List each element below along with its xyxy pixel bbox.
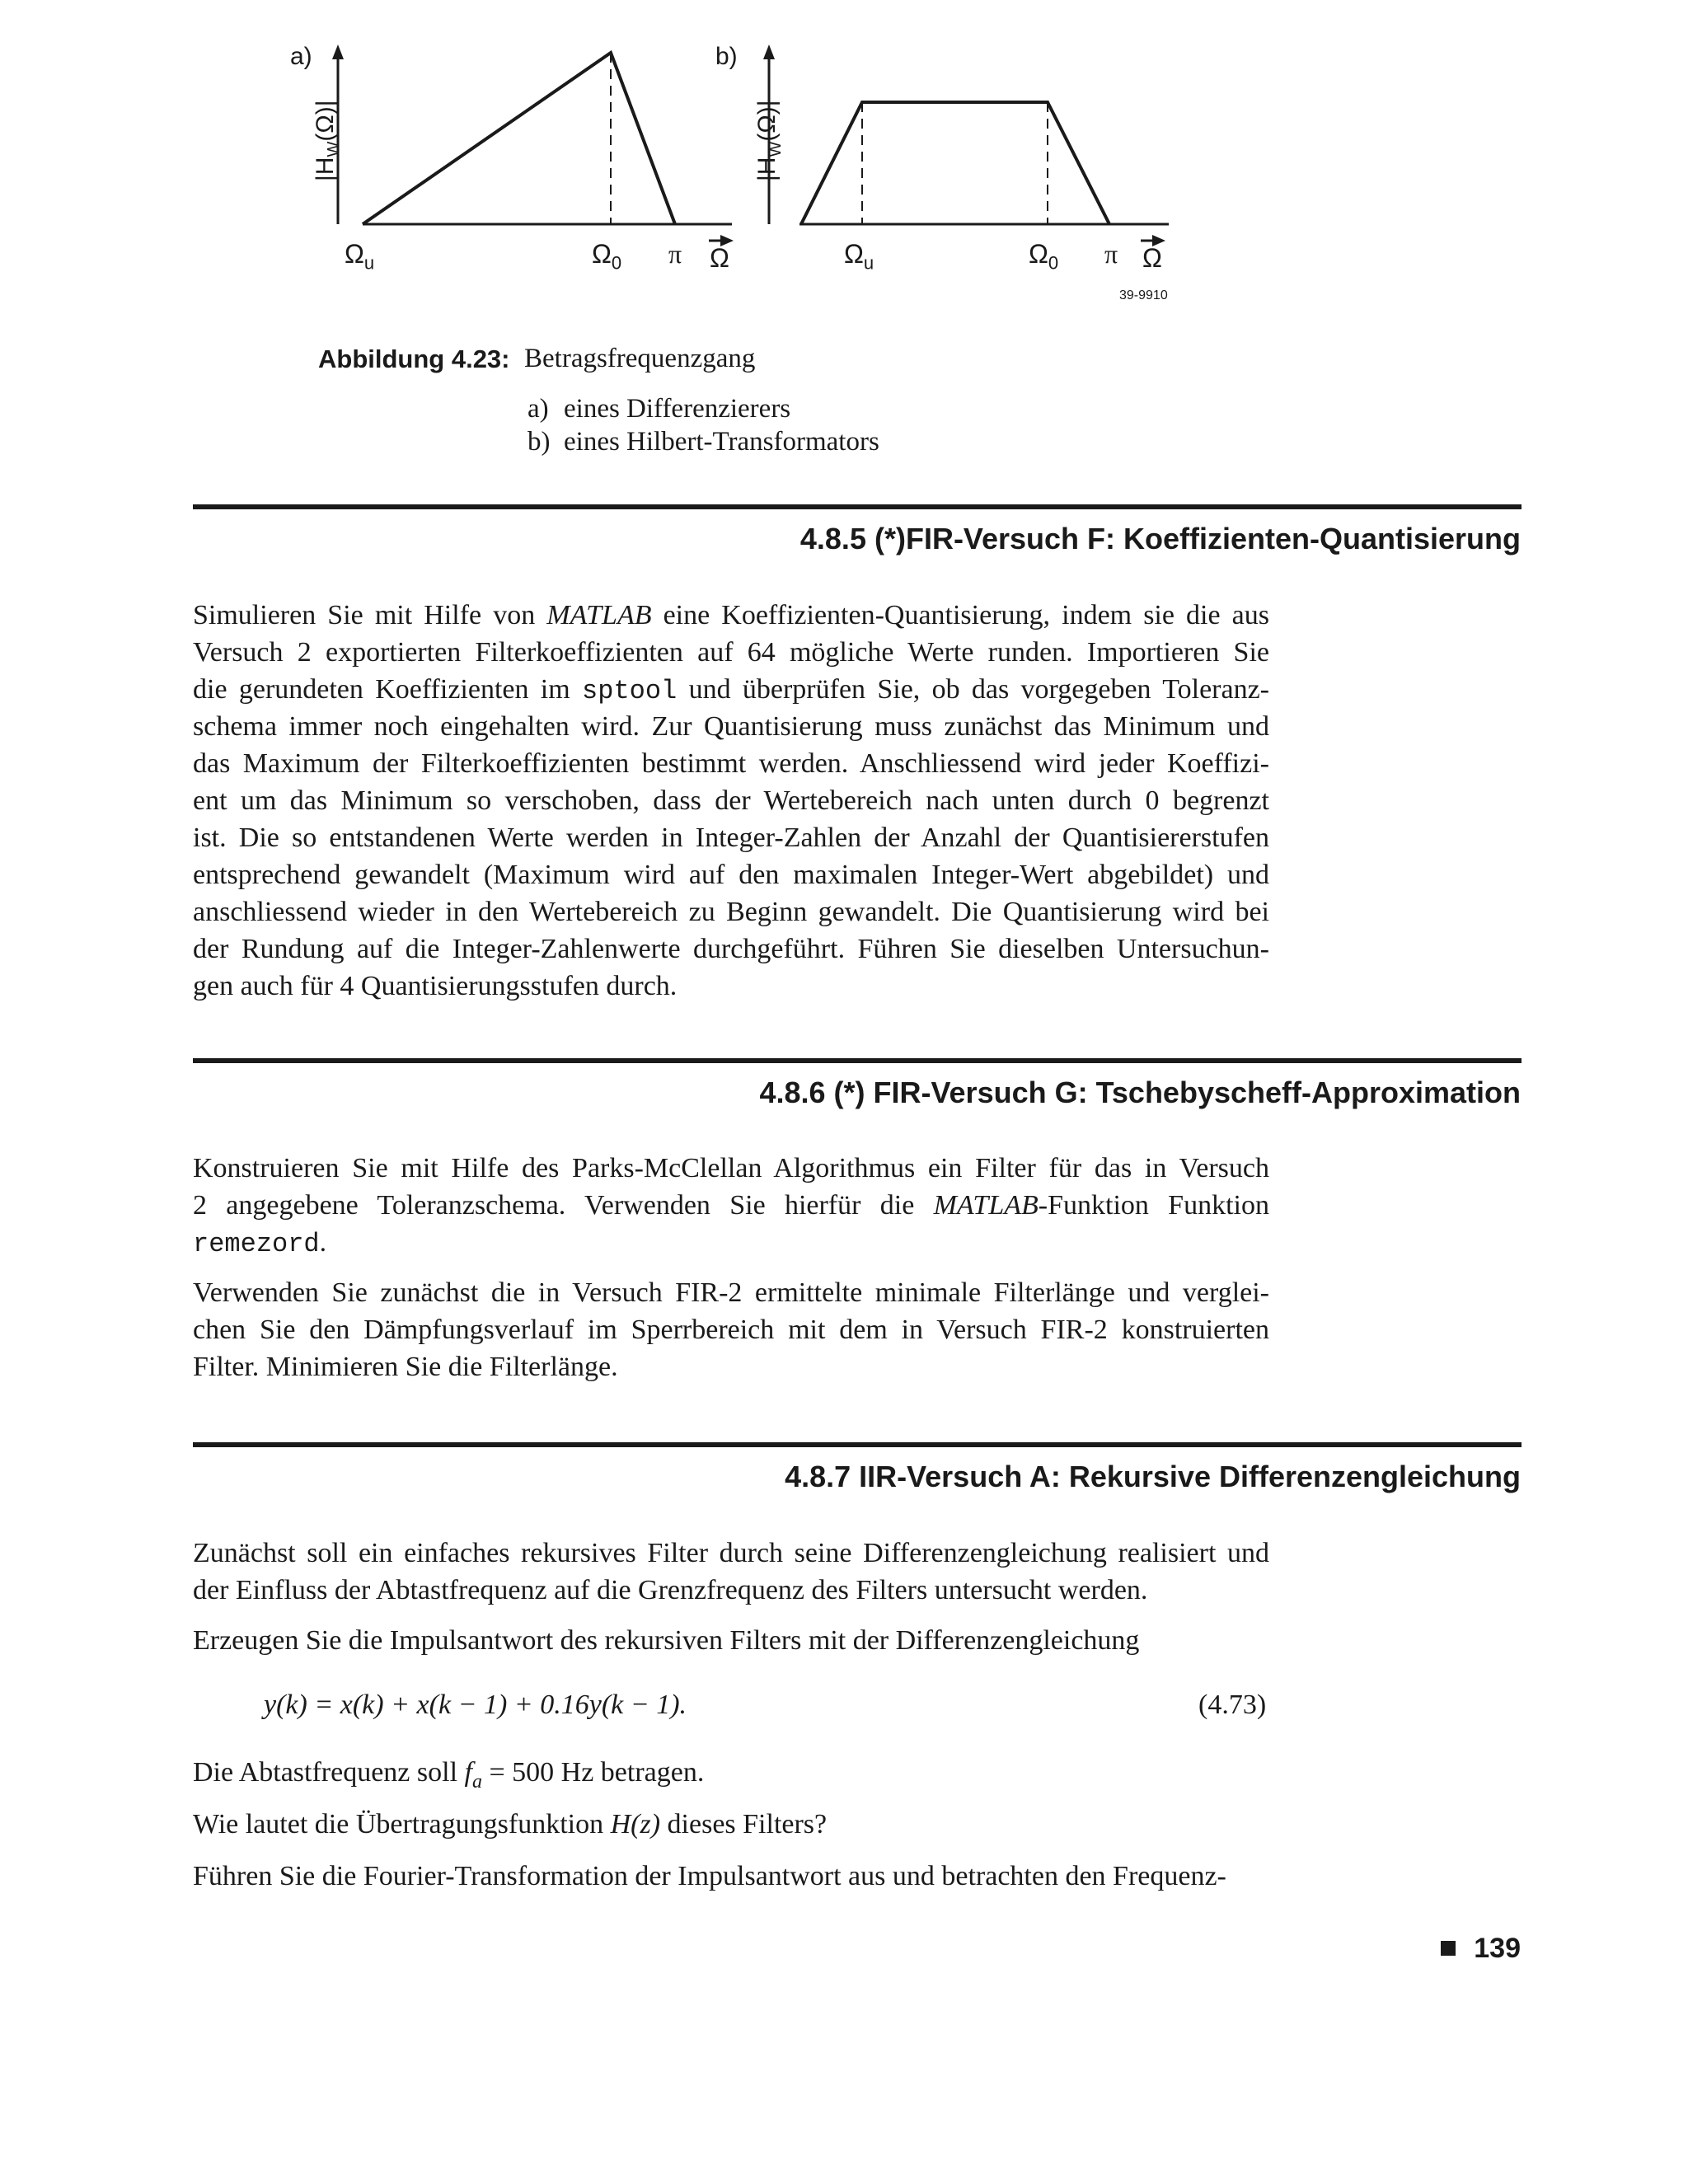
section-4-8-7-paragraph-3	[193, 1754, 1269, 1791]
panel-b-tick-omega-u: $\Omega_u$	[844, 239, 874, 274]
text-line: schema immer noch eingehalten wird. Zur Quantisierung muss zunächst das Minimum und	[193, 711, 1269, 742]
panel-a-ylabel: $|H_W(\Omega)|$	[312, 100, 343, 181]
section-heading-4-8-7: 4.8.7 IIR-Versuch A: Rekursive Differenzengleichung	[785, 1460, 1521, 1493]
panel-a-label: a)	[290, 43, 312, 70]
panel-b-response-curve	[801, 102, 1109, 224]
section-4-8-7-paragraph-1	[193, 1535, 1269, 1609]
panel-b-label: b)	[715, 43, 738, 70]
figure-caption-label: Abbildung 4.23:	[318, 344, 510, 373]
text-line: Versuch 2 exportierten Filterkoeffizienten auf 64 mögliche Werte runden. Importieren Sie	[193, 637, 1269, 668]
section-rule	[193, 504, 1522, 509]
panel-b-y-arrow	[763, 45, 775, 59]
section-4-8-7-paragraph-2	[193, 1622, 1269, 1659]
text-line: Wie lautet die Übertragungsfunktion H(z) dieses Filters?	[193, 1809, 828, 1840]
text-line: entsprechend gewandelt (Maximum wird auf den maximalen Integer-Wert abgebildet) und	[193, 860, 1269, 890]
panel-b-tick-omega-0: $\Omega_0$	[1029, 239, 1059, 274]
frequency-response-plots	[0, 0, 1688, 330]
section-rule	[193, 1058, 1522, 1063]
text-line: anschliessend wieder in den Wertebereich zu Beginn gewandelt. Die Quantisierung wird bei	[193, 897, 1269, 927]
figure-caption-list	[528, 392, 879, 458]
text-line: ist. Die so entstandenen Werte werden in Integer-Zahlen der Anzahl der Quantisiererstufen	[193, 823, 1269, 853]
text-line: ent um das Minimum so verschoben, dass der Wertebereich nach unten durch 0 begrenzt	[193, 785, 1269, 816]
text-line: Simulieren Sie mit Hilfe von MATLAB eine Koeffizienten-Quantisierung, indem sie die aus	[193, 600, 1269, 630]
panel-b-tick-pi: π	[1104, 239, 1118, 269]
text-line: remezord.	[193, 1227, 327, 1259]
figure-caption-title: Betragsfrequenzgang	[524, 344, 756, 373]
panel-a-xlabel: Ω	[710, 243, 729, 273]
panel-a-tick-pi: π	[668, 239, 682, 269]
text-line: 2 angegebene Toleranzschema. Verwenden Sie hierfür die MATLAB-Funktion Funktion	[193, 1190, 1269, 1221]
panel-a-tick-omega-u: $\Omega_u$	[345, 239, 375, 274]
page-marker-square	[1441, 1941, 1456, 1956]
section-4-8-7-paragraph-5	[193, 1858, 1269, 1895]
section-4-8-6-paragraph-1	[193, 1150, 1269, 1261]
text-line: Verwenden Sie zunächst die in Versuch FIR-2 ermittelte minimale Filterlänge und verglei-	[193, 1277, 1269, 1308]
section-heading-4-8-5: 4.8.5 (*)FIR-Versuch F: Koeffizienten-Quantisierung	[799, 522, 1521, 555]
section-heading-4-8-6: 4.8.6 (*) FIR-Versuch G: Tschebyscheff-Approximation	[759, 1076, 1521, 1109]
figure-4-23	[0, 0, 1688, 330]
plot-panel-a	[332, 45, 734, 246]
text-line: chen Sie den Dämpfungsverlauf im Sperrbereich mit dem in Versuch FIR-2 konstruierten	[193, 1315, 1269, 1345]
section-4-8-5-paragraph	[193, 597, 1269, 1005]
text-line: der Einfluss der Abtastfrequenz auf die Grenzfrequenz des Filters untersucht werden.	[193, 1575, 1148, 1605]
text-line: Erzeugen Sie die Impulsantwort des rekursiven Filters mit der Differenzengleichung	[193, 1625, 1140, 1656]
text-line: Zunächst soll ein einfaches rekursives Filter durch seine Differenzengleichung realisiert und	[193, 1538, 1269, 1568]
panel-a-response-curve	[363, 53, 675, 224]
text-line: die gerundeten Koeffizienten im sptool und überprüfen Sie, ob das vorgegeben Toleranz-	[193, 674, 1269, 706]
caption-item: a) eines Differenzierers	[528, 394, 791, 424]
text-line: der Rundung auf die Integer-Zahlenwerte durchgeführt. Führen Sie dieselben Untersuchun-	[193, 934, 1269, 964]
panel-b-ylabel: $|H_W(\Omega)|$	[753, 100, 785, 181]
plot-panel-b	[763, 45, 1169, 246]
section-rule	[193, 1442, 1522, 1447]
text-line: Filter. Minimieren Sie die Filterlänge.	[193, 1352, 618, 1382]
page-number: 139	[1441, 1933, 1521, 1965]
text-line: gen auch für 4 Quantisierungsstufen durch.	[193, 971, 678, 1001]
caption-item: b) eines Hilbert-Transformators	[528, 427, 879, 457]
text-line: Führen Sie die Fourier-Transformation der Impulsantwort aus und betrachten den Frequenz-	[193, 1861, 1226, 1891]
panel-a-tick-omega-0: $\Omega_0$	[592, 239, 622, 274]
equation-4-73: y(k) = x(k) + x(k − 1) + 0.16y(k − 1).	[264, 1690, 687, 1720]
panel-b-xlabel: Ω	[1142, 243, 1162, 273]
section-4-8-7-paragraph-4	[193, 1806, 1269, 1843]
text-line: Konstruieren Sie mit Hilfe des Parks-McClellan Algorithmus ein Filter für das in Versuch	[193, 1153, 1269, 1183]
equation-number: (4.73)	[1198, 1690, 1267, 1720]
text-line: Die Abtastfrequenz soll $f_a = 500$ Hz betragen.	[193, 1757, 705, 1793]
text-line: das Maximum der Filterkoeffizienten bestimmt werden. Anschliessend wird jeder Koeffizi-	[193, 748, 1269, 779]
section-4-8-6-paragraph-2	[193, 1274, 1269, 1385]
figure-id: 39-9910	[1119, 288, 1168, 302]
panel-a-y-arrow	[332, 45, 344, 59]
